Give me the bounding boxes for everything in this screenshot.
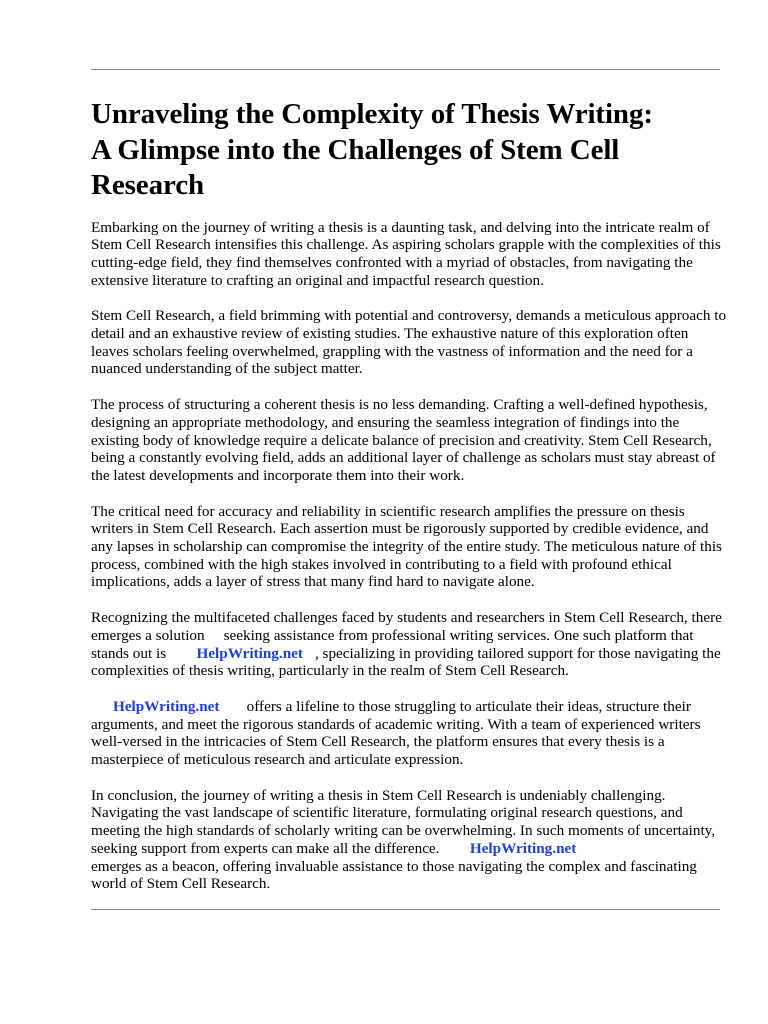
document-body xyxy=(91,219,727,894)
title-line-2: A Glimpse into the Challenges of Stem Cell xyxy=(91,133,620,166)
paragraph-6-text: offers a lifeline to those struggling to articulate their ideas, structure their arguments, and meet the rigorous standards of academic writing. With a team of experienced writers well-versed in the intricacies of Stem Cell Research, the platform ensures that every thesis is a masterpiece of meticulous research and articulate expression. xyxy=(91,697,701,769)
paragraph-6 xyxy=(91,698,727,769)
paragraph-4: The critical need for accuracy and reliability in scientific research amplifies the pressure on thesis writers in Stem Cell Research. Each assertion must be rigorously supported by credible evidence, and any lapses in scholarship can compromise the integrity of the entire study. The meticulous nature of this process, combined with the high stakes involved in contributing to a field with profound ethical implications, adds a layer of stress that many find hard to navigate alone. xyxy=(91,502,722,591)
paragraph-5-text-1: Recognizing the multifaceted challenges faced by students and researchers in Stem Cell Research, there emerges a solution xyxy=(91,609,722,644)
paragraph-5 xyxy=(91,609,727,680)
bottom-divider xyxy=(91,909,720,910)
helpwriting-link-2[interactable]: HelpWriting.net xyxy=(113,697,220,715)
top-divider xyxy=(91,69,720,70)
helpwriting-link-3[interactable]: HelpWriting.net xyxy=(469,839,577,857)
paragraph-7-text-1: In conclusion, the journey of writing a thesis in Stem Cell Research is undeniably challenging. Navigating the vast landscape of scientific literature, formulating original research questions, and meeting the high standards of scholarly writing can be overwhelming. In such moments of uncertainty, seeking support from experts can make all the difference. xyxy=(91,786,716,857)
document-page xyxy=(91,0,727,910)
paragraph-3: The process of structuring a coherent thesis is no less demanding. Crafting a well-defined hypothesis, designing an appropriate methodology, and ensuring the seamless integration of findings into the existing body of knowledge require a delicate balance of precision and creativity. Stem Cell Research, being a constantly evolving field, adds an additional layer of challenge as scholars must stay abreast of the latest developments and incorporate them into their work. xyxy=(91,396,716,484)
paragraph-7-text-2: emerges as a beacon, offering invaluable assistance to those navigating the complex and fascinating world of Stem Cell Research. xyxy=(91,857,697,893)
title-line-1: Unraveling the Complexity of Thesis Writing: xyxy=(91,98,653,130)
paragraph-5-text-2: seeking assistance from professional writing services. One such platform that stands out is xyxy=(91,626,694,662)
paragraph-7 xyxy=(91,787,727,893)
title-line-3: Research xyxy=(91,169,205,201)
paragraph-1: Embarking on the journey of writing a thesis is a daunting task, and delving into the intricate realm of Stem Cell Research intensifies this challenge. As aspiring scholars grapple with the complexities of this cutting-edge field, they find themselves confronted with a myriad of obstacles, from navigating the extensive literature to crafting an original and impactful research question. xyxy=(91,218,721,289)
document-title xyxy=(91,97,727,204)
paragraph-2: Stem Cell Research, a field brimming with potential and controversy, demands a meticulous approach to detail and an exhaustive review of existing studies. The exhaustive nature of this exploration often leaves scholars feeling overwhelmed, grappling with the vastness of information and the need for a nuanced understanding of the subject matter. xyxy=(91,307,727,378)
helpwriting-link-1[interactable]: HelpWriting.net xyxy=(196,644,303,662)
paragraph-5-text-3: , specializing in providing tailored support for those navigating the complexities of thesis writing, particularly in the realm of Stem Cell Research. xyxy=(91,644,721,680)
